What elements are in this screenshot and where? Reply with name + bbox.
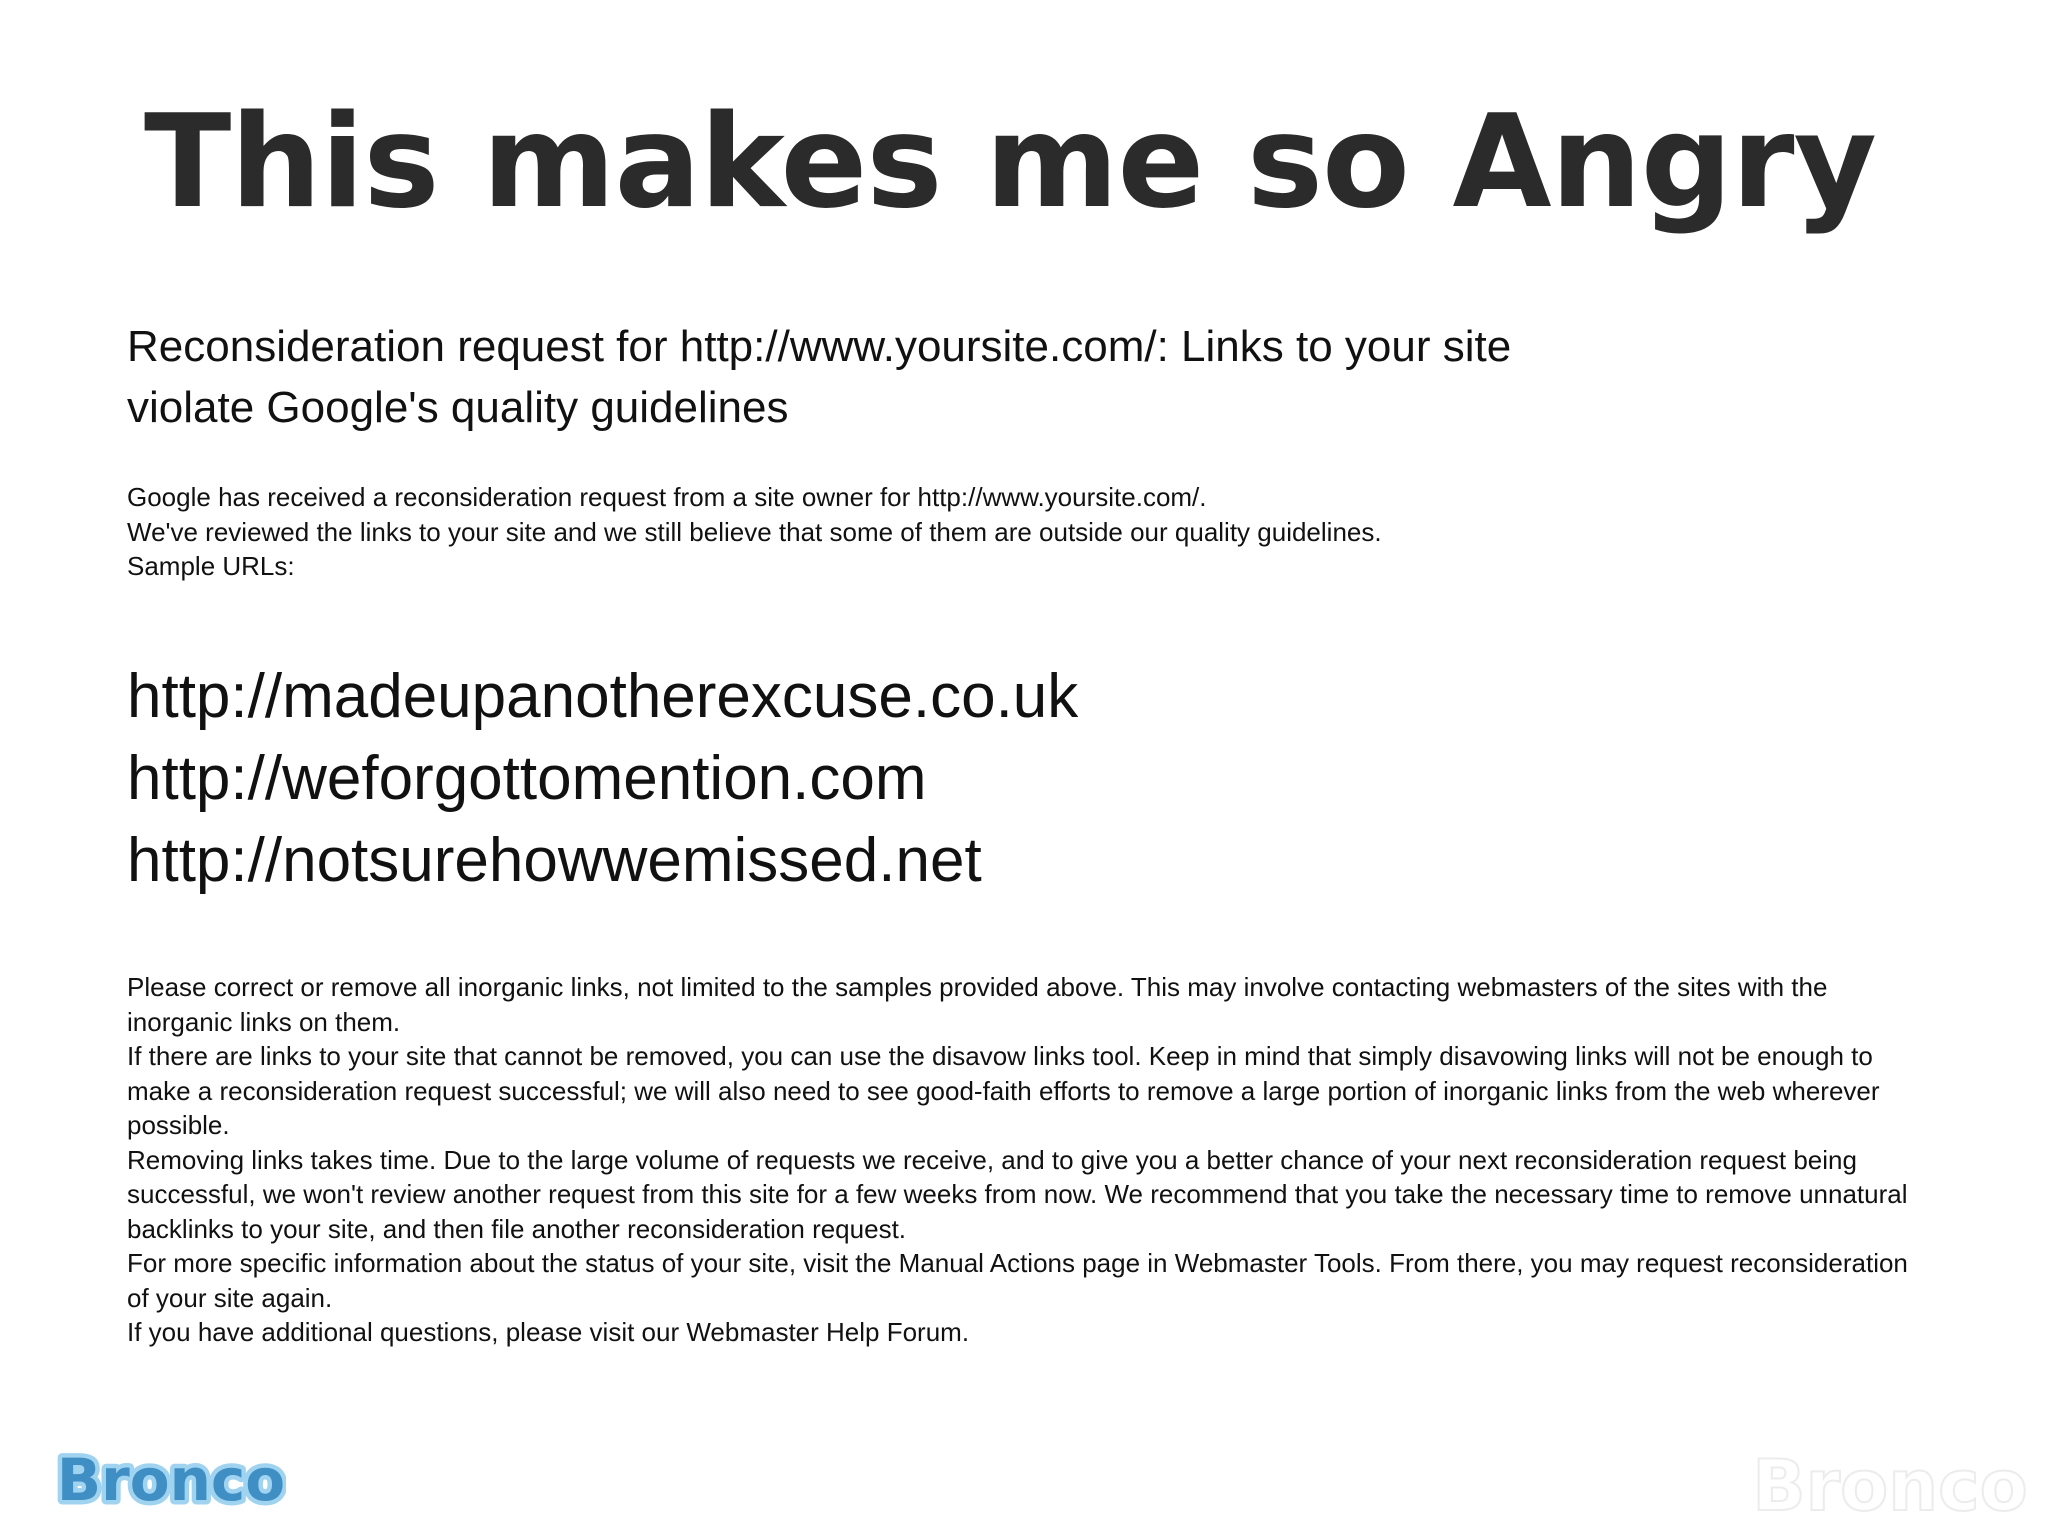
sample-url: http://weforgottomention.com [127, 744, 927, 813]
intro-line: Sample URLs: [127, 551, 295, 581]
sample-url: http://madeupanotherexcuse.co.uk [127, 662, 1079, 731]
bronco-logo [56, 1440, 286, 1516]
email-body [127, 970, 1927, 1350]
body-paragraph: If you have additional questions, please visit our Webmaster Help Forum. [127, 1317, 970, 1347]
body-paragraph: Removing links takes time. Due to the large volume of requests we receive, and to give you a better chance of your next reconsideration request being successful, we won't review another request from this site for a few weeks from now. We recommend that you take the necessary time to remove unnatural backlinks to your site, and then file another reconsideration request. [127, 1144, 1908, 1244]
intro-line: We've reviewed the links to your site and we still believe that some of them are outside our quality guidelines. [127, 516, 1382, 547]
bronco-watermark [1740, 1448, 2040, 1528]
email-subject: Reconsideration request for http://www.yoursite.com/: Links to your site violate Google's quality guidelines [127, 322, 1512, 432]
sample-url-list [127, 656, 1078, 902]
watermark-wordmark: Bronco [1752, 1448, 2028, 1527]
body-paragraph: Please correct or remove all inorganic links, not limited to the samples provided above. This may involve contacting webmasters of the sites with the inorganic links on them. [127, 972, 1828, 1037]
intro-line: Google has received a reconsideration request from a site owner for http://www.yoursite.com/. [127, 482, 1207, 512]
slide-title: This makes me so Angry [144, 88, 1876, 237]
body-paragraph: For more specific information about the status of your site, visit the Manual Actions page in Webmaster Tools. From there, you may request reconsideration of your site again. [127, 1248, 1908, 1313]
body-paragraph: If there are links to your site that cannot be removed, you can use the disavow links tool. Keep in mind that simply disavowing links will not be enough to make a reconsideration request successful; we will also need to see good-faith efforts to remove a large portion of inorganic links from the web wherever possible. [127, 1041, 1880, 1140]
email-intro [127, 480, 1927, 584]
sample-url: http://notsurehowwemissed.net [127, 826, 982, 895]
logo-wordmark: Bronco [56, 1446, 286, 1514]
